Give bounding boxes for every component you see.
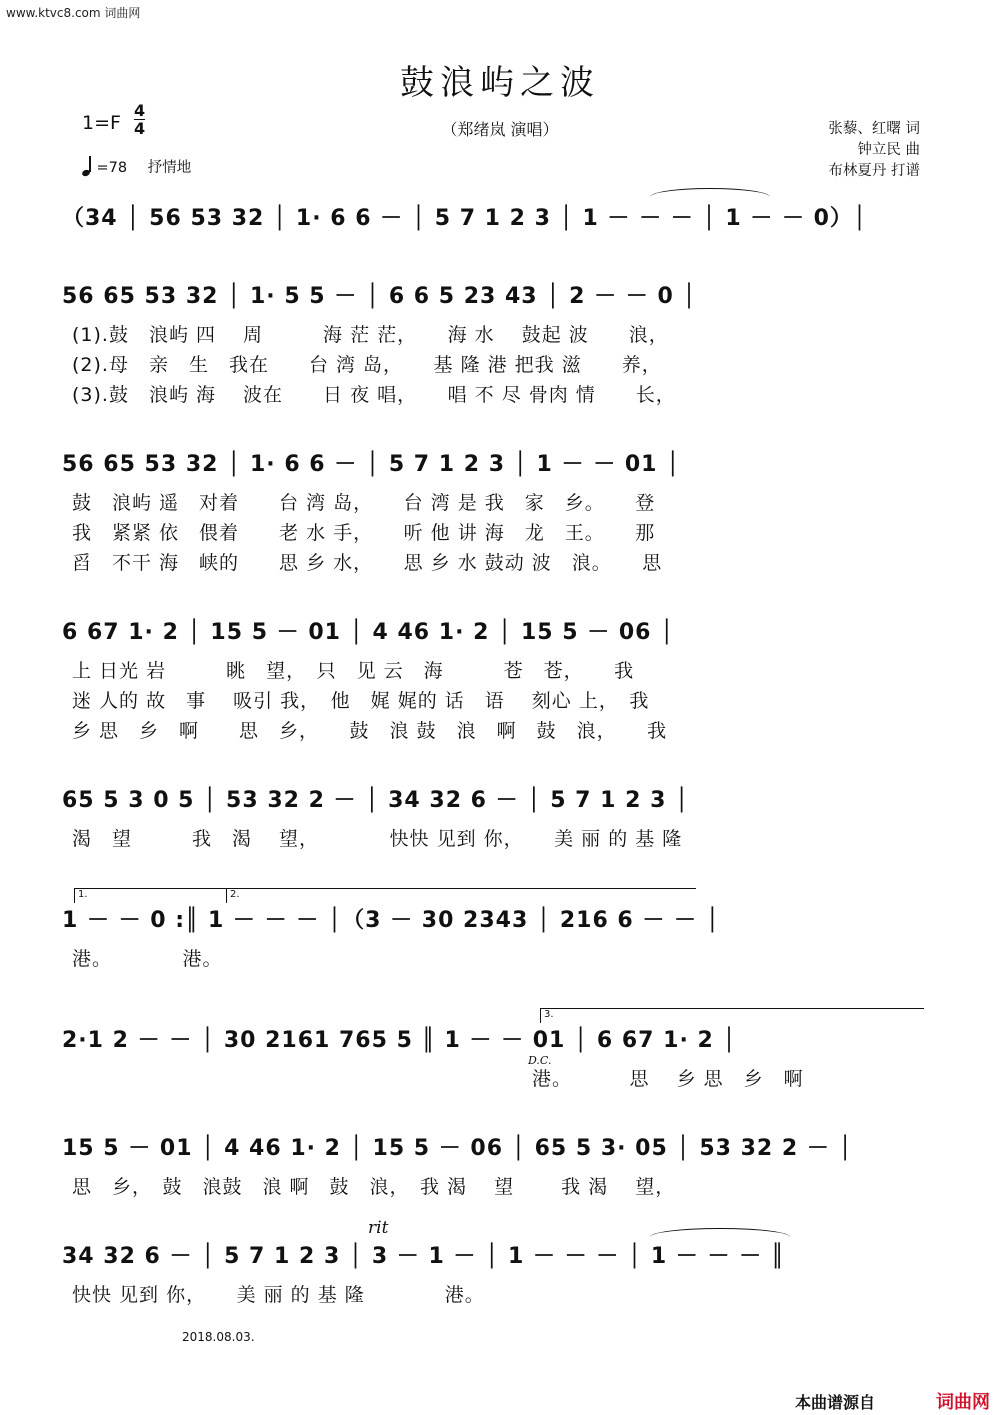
lyric-line: 渴 望 我 渴 望， 快快 见到 你， 美 丽 的 基 隆 bbox=[72, 828, 683, 850]
tempo-value: =78 bbox=[96, 160, 128, 176]
notes-line: 56 65 53 32 │ 1· 6 6 － │ 5 7 1 2 3 │ 1 － － 01 │ bbox=[62, 451, 681, 477]
source-label: 本曲谱源自 bbox=[794, 1393, 875, 1412]
date-text: 2018.08.03. bbox=[182, 1330, 255, 1344]
notes-line: 2·1 2 － － │ 30 2161 765 5 ║ 1 － － 01 │ 6 67 1· 2 │ bbox=[62, 1027, 737, 1053]
song-title: 鼓浪屿之波 bbox=[400, 63, 600, 103]
notes-line: 15 5 － 01 │ 4 46 1· 2 │ 15 5 － 06 │ 65 5 3· 05 │ 53 32 2 － │ bbox=[62, 1135, 853, 1161]
time-top: 4 bbox=[134, 101, 146, 120]
dc-mark: D.C. bbox=[528, 1054, 552, 1067]
performer-subtitle: （郑绪岚 演唱） bbox=[441, 120, 559, 139]
composer-credit: 钟立民 曲 bbox=[857, 142, 920, 158]
lyric-verse-3: (3).鼓 浪屿 海 波在 日 夜 唱， 唱 不 尽 骨肉 情 长， bbox=[72, 384, 676, 406]
lyric-verse-3: 舀 不干 海 峡的 思 乡 水， 思 乡 水 鼓动 波 浪。 思 bbox=[72, 552, 663, 574]
mood-text: 抒情地 bbox=[147, 160, 192, 176]
lyric-verse-2: 我 紧紧 依 偎着 老 水 手， 听 他 讲 海 龙 王。 那 bbox=[72, 522, 656, 544]
site-watermark: www.ktvc8.com 词曲网 bbox=[6, 6, 141, 20]
time-bottom: 4 bbox=[134, 119, 146, 138]
lyricist-credit: 张藜、红曙 词 bbox=[828, 121, 920, 137]
slur-arc bbox=[650, 1228, 790, 1237]
transcriber-credit: 布林夏丹 打谱 bbox=[828, 163, 920, 179]
rit-mark: rit bbox=[368, 1218, 389, 1238]
lyric-verse-1: (1).鼓 浪屿 四 周 海 茫 茫， 海 水 鼓起 波 浪， bbox=[72, 324, 669, 346]
notes-line: 34 32 6 － │ 5 7 1 2 3 │ 3 － 1 － │ 1 － － － │ 1 － － － ║ bbox=[62, 1243, 786, 1269]
key-signature: 1=F bbox=[82, 112, 121, 134]
lyric-verse-3: 乡 思 乡 啊 思 乡， 鼓 浪 鼓 浪 啊 鼓 浪， 我 bbox=[72, 720, 668, 742]
lyric-line: 港。 思 乡 思 乡 啊 bbox=[72, 1068, 804, 1090]
notes-line: （34 │ 56 53 32 │ 1· 6 6 － │ 5 7 1 2 3 │ 1 － － － │ 1 － － 0）│ bbox=[62, 205, 868, 231]
tempo-marking bbox=[82, 156, 191, 177]
volta-2: 2. bbox=[226, 888, 696, 903]
notes-line: 1 － － 0 :║ 1 － － － │（3 － 30 2343 │ 216 6 － － │ bbox=[62, 907, 720, 933]
lyric-verse-2: (2).母 亲 生 我在 台 湾 岛， 基 隆 港 把我 滋 养， bbox=[72, 354, 662, 376]
notes-line: 56 65 53 32 │ 1· 5 5 － │ 6 6 5 23 43 │ 2 － － 0 │ bbox=[62, 283, 697, 309]
lyric-line: 思 乡， 鼓 浪鼓 浪 啊 鼓 浪， 我 渴 望 我 渴 望， bbox=[72, 1176, 676, 1198]
lyric-verse-2: 迷 人的 故 事 吸引 我， 他 娓 娓的 话 语 刻心 上， 我 bbox=[72, 690, 650, 712]
slur-arc bbox=[650, 188, 770, 197]
lyric-verse-1: 鼓 浪屿 遥 对着 台 湾 岛， 台 湾 是 我 家 乡。 登 bbox=[72, 492, 656, 514]
notes-line: 65 5 3 0 5 │ 53 32 2 － │ 34 32 6 － │ 5 7 1 2 3 │ bbox=[62, 787, 690, 813]
volta-3: 3. bbox=[540, 1008, 924, 1023]
lyric-line: 港。 港。 bbox=[72, 948, 223, 970]
lyric-line: 快快 见到 你， 美 丽 的 基 隆 港。 bbox=[72, 1284, 485, 1306]
quarter-note-icon bbox=[81, 169, 91, 177]
lyric-verse-1: 上 日光 岩 眺 望， 只 见 云 海 苍 苍， 我 bbox=[72, 660, 635, 682]
time-signature bbox=[134, 102, 145, 137]
volta-1: 1. bbox=[74, 888, 226, 903]
notes-line: 6 67 1· 2 │ 15 5 － 01 │ 4 46 1· 2 │ 15 5 － 06 │ bbox=[62, 619, 675, 645]
brand-logo[interactable]: 词曲网 bbox=[936, 1392, 990, 1413]
